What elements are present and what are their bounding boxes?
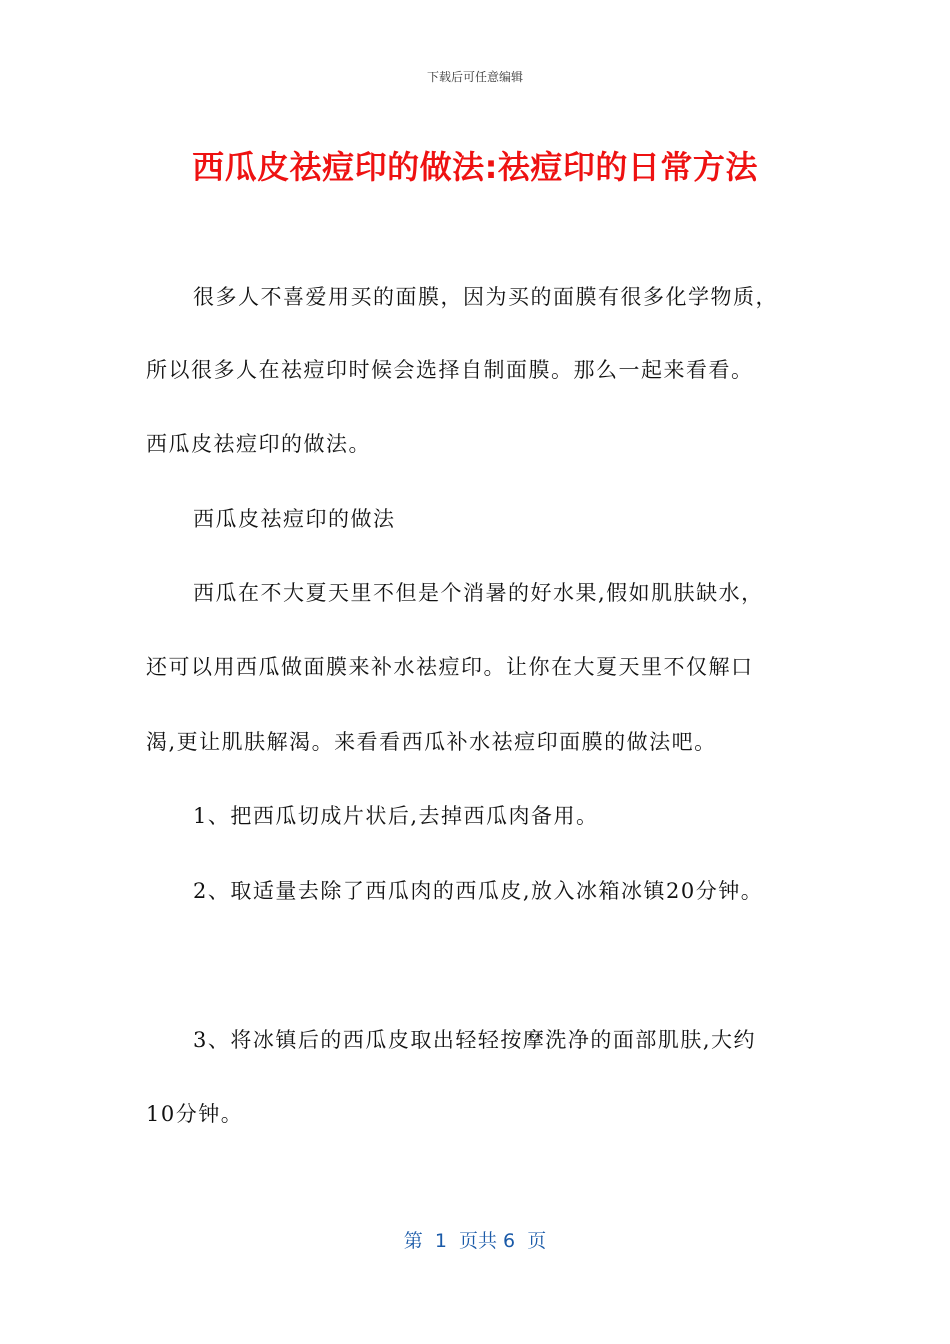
body-line: 还可以用西瓜做面膜来补水祛痘印。让你在大夏天里不仅解口 (146, 655, 754, 679)
list-item: 3、将冰镇后的西瓜皮取出轻轻按摩洗净的面部肌肤,大约 (193, 1028, 757, 1052)
list-item: 2、取适量去除了西瓜肉的西瓜皮,放入冰箱冰镇20分钟。 (193, 879, 764, 903)
body-line: 很多人不喜爱用买的面膜，因为买的面膜有很多化学物质， (193, 285, 778, 309)
body-line: 所以很多人在祛痘印时候会选择自制面膜。那么一起来看看。 (146, 358, 754, 382)
list-item: 1、把西瓜切成片状后,去掉西瓜肉备用。 (193, 804, 599, 828)
page-footer: 第 1 页共 6 页 (403, 1230, 547, 1252)
header-note: 下载后可任意编辑 (426, 70, 523, 84)
body-line: 西瓜皮祛痘印的做法。 (146, 432, 371, 456)
list-item-continuation: 10分钟。 (146, 1102, 244, 1126)
section-heading: 西瓜皮祛痘印的做法 (193, 507, 396, 531)
body-line: 渴,更让肌肤解渴。来看看西瓜补水祛痘印面膜的做法吧。 (146, 730, 717, 754)
body-line: 西瓜在不大夏天里不但是个消暑的好水果,假如肌肤缺水， (193, 581, 764, 605)
document-title: 西瓜皮祛痘印的做法:祛痘印的日常方法 (192, 148, 758, 186)
